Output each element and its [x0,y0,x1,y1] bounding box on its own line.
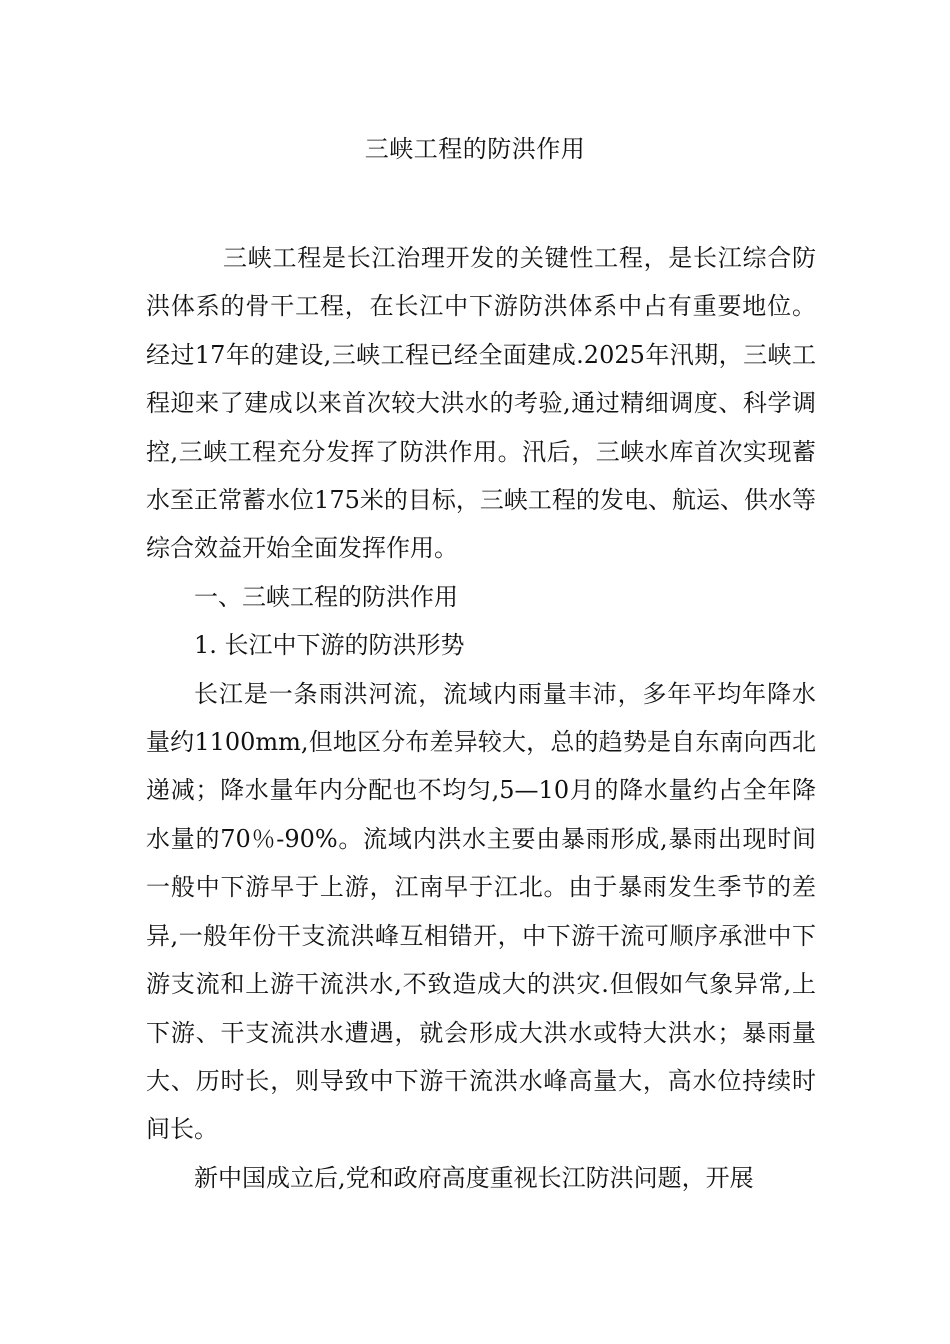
paragraph-flood-situation: 长江是一条雨洪河流，流域内雨量丰沛，多年平均年降水量约1100mm,但地区分布差异较大，总的趋势是自东南向西北递减；降水量年内分配也不均匀,5—10月的降水量约占全年降水量的70％-90%。流域内洪水主要由暴雨形成,暴雨出现时间一般中下游早于上游，江南早于江北。由于暴雨发生季节的差异,一般年份干支流洪峰互相错开，中下游干流可顺序承泄中下游支流和上游干流洪水,不致造成大的洪灾.但假如气象异常,上下游、干支流洪水遭遇，就会形成大洪水或特大洪水；暴雨量大、历时长，则导致中下游干流洪水峰高量大，高水位持续时间长。 [146,679,816,1144]
document-title: 三峡工程的防洪作用 [364,135,586,163]
document-body [146,234,816,1202]
paragraph-history: 新中国成立后,党和政府高度重视长江防洪问题，开展 [194,1163,754,1192]
subsection-heading: 1. 长江中下游的防洪形势 [194,631,465,660]
section-heading: 一、三峡工程的防洪作用 [194,582,458,611]
paragraph-intro: 三峡工程是长江治理开发的关键性工程，是长江综合防洪体系的骨干工程，在长江中下游防洪体系中占有重要地位。经过17年的建设,三峡工程已经全面建成.2025年汛期，三峡工程迎来了建成以来首次较大洪水的考验,通过精细调度、科学调控,三峡工程充分发挥了防洪作用。汛后，三峡水库首次实现蓄水至正常蓄水位175米的目标，三峡工程的发电、航运、供水等综合效益开始全面发挥作用。 [146,244,816,563]
